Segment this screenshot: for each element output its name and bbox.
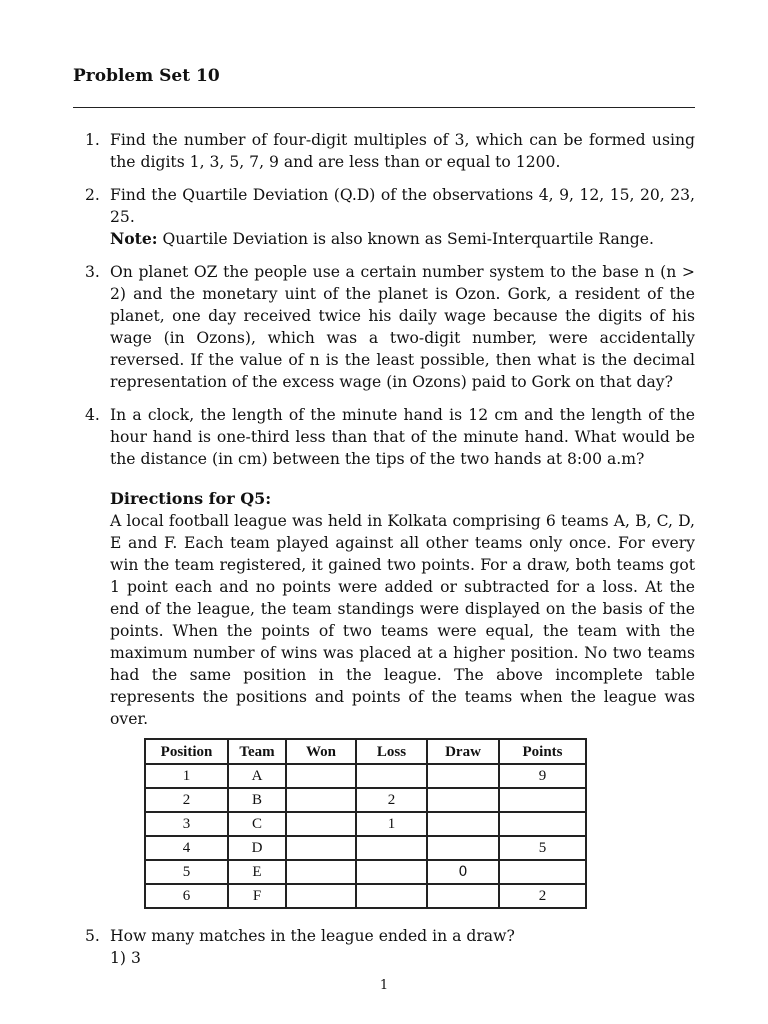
table-cell — [427, 836, 499, 860]
question-number: 1. — [85, 131, 100, 149]
column-header: Won — [286, 739, 356, 764]
question-number: 3. — [85, 263, 100, 281]
question-number: 5. — [85, 927, 100, 945]
table-cell — [356, 884, 427, 908]
table-cell: E — [228, 860, 286, 884]
table-cell — [499, 788, 586, 812]
note-label: Note: — [110, 229, 158, 248]
question-5 — [85, 925, 695, 969]
table-cell: 3 — [145, 812, 228, 836]
table-cell: 2 — [145, 788, 228, 812]
title-divider — [73, 107, 695, 108]
question-2 — [85, 184, 695, 250]
table-cell: 9 — [499, 764, 586, 788]
question-number: 2. — [85, 186, 100, 204]
table-cell: A — [228, 764, 286, 788]
table-cell — [499, 812, 586, 836]
table-cell: 2 — [499, 884, 586, 908]
problem-list — [85, 129, 695, 980]
table-cell — [356, 860, 427, 884]
directions-heading: Directions for Q5: — [110, 489, 272, 508]
table-cell — [286, 884, 356, 908]
table-cell: B — [228, 788, 286, 812]
question-1 — [85, 129, 695, 173]
column-header: Loss — [356, 739, 427, 764]
question-3 — [85, 261, 695, 393]
table-cell: 0 — [427, 860, 499, 884]
column-header: Team — [228, 739, 286, 764]
table-cell: 2 — [356, 788, 427, 812]
question-note — [110, 228, 695, 250]
table-cell — [427, 884, 499, 908]
directions-block — [85, 488, 695, 909]
table-row — [145, 884, 586, 908]
table-cell — [427, 788, 499, 812]
table-cell — [356, 836, 427, 860]
table-cell — [427, 764, 499, 788]
table-cell — [499, 860, 586, 884]
table-cell: 1 — [356, 812, 427, 836]
column-header: Points — [499, 739, 586, 764]
standings-table — [144, 738, 587, 909]
question-text: Find the Quartile Deviation (Q.D) of the observations 4, 9, 12, 15, 20, 23, 25. — [110, 186, 695, 226]
table-row — [145, 788, 586, 812]
table-cell: 5 — [145, 860, 228, 884]
table-cell — [356, 764, 427, 788]
table-row — [145, 812, 586, 836]
table-cell — [286, 788, 356, 812]
column-header: Draw — [427, 739, 499, 764]
table-cell: 1 — [145, 764, 228, 788]
directions-text: A local football league was held in Kolkata comprising 6 teams A, B, C, D, E and F. Each team played against all other teams only once. For every win the team registered, it gained two points. For a draw, both teams got 1 point each and no points were added or subtracted for a loss. At the end of the league, the team standings were displayed on the basis of the points. When the points of two teams were equal, the team with the maximum number of wins was placed at a higher position. No two teams had the same position in the league. The above incomplete table represents the positions and points of the teams when the league was over. — [110, 512, 695, 728]
question-number: 4. — [85, 406, 100, 424]
table-header-row — [145, 739, 586, 764]
table-row — [145, 860, 586, 884]
question-text: On planet OZ the people use a certain number system to the base n (n > 2) and the monetary uint of the planet is Ozon. Gork, a resident of the planet, one day received twice his daily wage because the digits of his wage (in Ozons), which was a two-digit number, were accidentally reversed. If the value of n is the least possible, then what is the decimal representation of the excess wage (in Ozons) paid to Gork on that day? — [110, 263, 695, 391]
question-text: How many matches in the league ended in a draw? — [110, 927, 515, 945]
table-cell — [427, 812, 499, 836]
question-text: In a clock, the length of the minute hand is 12 cm and the length of the hour hand is one-third less than that of the minute hand. What would be the distance (in cm) between the tips of the two hands at 8:00 a.m? — [110, 406, 695, 468]
table-row — [145, 764, 586, 788]
question-text: Find the number of four-digit multiples of 3, which can be formed using the digits 1, 3, 5, 7, 9 and are less than or equal to 1200. — [110, 131, 695, 171]
table-cell — [286, 764, 356, 788]
table-cell: 5 — [499, 836, 586, 860]
column-header: Position — [145, 739, 228, 764]
table-cell: 6 — [145, 884, 228, 908]
table-row — [145, 836, 586, 860]
table-cell: C — [228, 812, 286, 836]
question-4 — [85, 404, 695, 470]
note-text: Quartile Deviation is also known as Semi-Interquartile Range. — [157, 230, 654, 248]
table-cell: 4 — [145, 836, 228, 860]
table-cell — [286, 860, 356, 884]
page-title: Problem Set 10 — [73, 66, 220, 86]
page-number: 1 — [379, 978, 389, 993]
table-cell: F — [228, 884, 286, 908]
table-cell: D — [228, 836, 286, 860]
table-cell — [286, 836, 356, 860]
table-cell — [286, 812, 356, 836]
answer-option: 1) 3 — [110, 949, 141, 967]
